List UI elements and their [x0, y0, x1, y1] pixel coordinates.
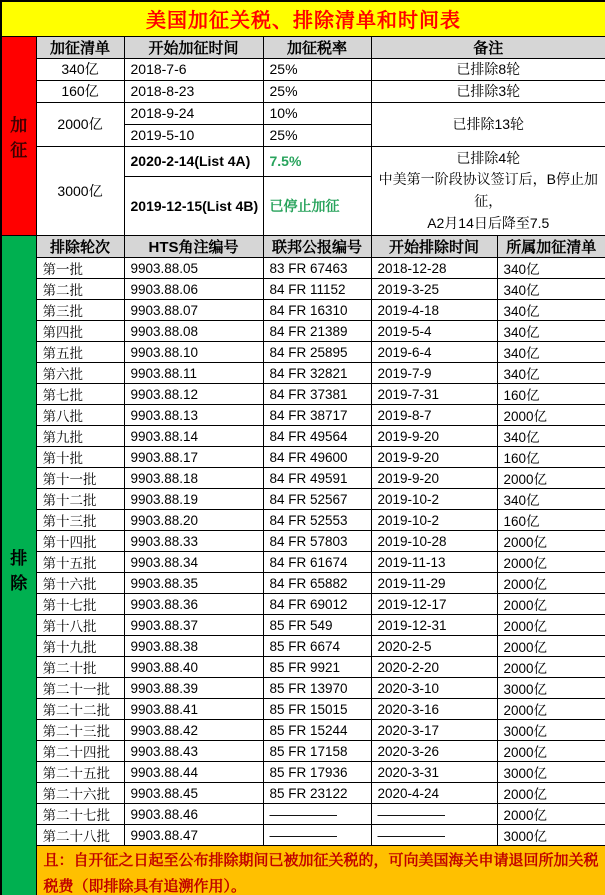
- exclusion-cell-date: 2019-7-31: [371, 384, 497, 405]
- exclusion-cell-round: 第六批: [36, 363, 124, 384]
- exclusion-cell-date: 2020-2-5: [371, 636, 497, 657]
- exclusion-row: [1, 741, 605, 762]
- exclusion-cell-list: 2000亿: [497, 741, 605, 762]
- cell-start-date-4b: 2019-12-15(List 4B): [124, 176, 263, 235]
- exclusion-cell-fr: 84 FR 69012: [263, 594, 371, 615]
- exclusion-row: [1, 321, 605, 342]
- exclusion-cell-list: 2000亿: [497, 594, 605, 615]
- page-title: 美国加征关税、排除清单和时间表: [1, 1, 605, 36]
- exclusion-cell-list: 160亿: [497, 447, 605, 468]
- exclusion-cell-round: 第十八批: [36, 615, 124, 636]
- exclusion-cell-date: 2018-12-28: [371, 258, 497, 279]
- exclusion-cell-list: 340亿: [497, 279, 605, 300]
- exclusion-cell-fr: 84 FR 32821: [263, 363, 371, 384]
- exclusion-row: [1, 489, 605, 510]
- exclusion-row: [1, 279, 605, 300]
- tariff-row-3000-4a: [1, 146, 605, 176]
- exclusion-cell-date: 2019-10-28: [371, 531, 497, 552]
- exclusion-cell-round: 第十一批: [36, 468, 124, 489]
- cell-list-name: 160亿: [36, 80, 124, 102]
- exclusion-cell-list: 2000亿: [497, 699, 605, 720]
- exclusion-row: [1, 300, 605, 321]
- exclusion-cell-hts: 9903.88.42: [124, 720, 263, 741]
- exclusion-cell-fr: 84 FR 52553: [263, 510, 371, 531]
- exclusion-cell-fr: 85 FR 13970: [263, 678, 371, 699]
- exclusion-row: [1, 657, 605, 678]
- remark-line-1: 已排除4轮: [456, 149, 521, 166]
- exclusion-cell-hts: 9903.88.46: [124, 804, 263, 825]
- exclusion-row: [1, 510, 605, 531]
- exclusion-cell-fr: 84 FR 38717: [263, 405, 371, 426]
- exclusion-cell-date: 2019-8-7: [371, 405, 497, 426]
- exclusion-cell-hts: 9903.88.14: [124, 426, 263, 447]
- exclusion-cell-round: 第八批: [36, 405, 124, 426]
- cell-rate: 25%: [263, 58, 371, 80]
- column-header-start-date: 开始加征时间: [124, 36, 263, 58]
- exclusion-cell-hts: 9903.88.43: [124, 741, 263, 762]
- exclusion-cell-date: 2019-9-20: [371, 468, 497, 489]
- cell-remark-3000: [371, 146, 605, 236]
- exclusion-cell-date: 2019-12-31: [371, 615, 497, 636]
- exclusion-cell-list: 2000亿: [497, 573, 605, 594]
- exclusion-cell-fr: 85 FR 23122: [263, 783, 371, 804]
- exclusion-row: [1, 678, 605, 699]
- remark-line-2: 中美第一阶段协议签订后，B停止加征，: [378, 171, 598, 209]
- exclusion-cell-hts: 9903.88.07: [124, 300, 263, 321]
- exclusion-cell-hts: 9903.88.34: [124, 552, 263, 573]
- cell-list-name: 340亿: [36, 58, 124, 80]
- tariff-row-2000-a: [1, 102, 605, 124]
- exclusion-cell-date: 2019-11-13: [371, 552, 497, 573]
- exclusion-cell-date: 2019-10-2: [371, 489, 497, 510]
- exclusion-cell-date: 2019-9-20: [371, 426, 497, 447]
- exclusion-cell-hts: 9903.88.45: [124, 783, 263, 804]
- exclusion-row: [1, 720, 605, 741]
- exclusion-cell-round: 第二十批: [36, 657, 124, 678]
- remark-line-3: A2月14日后降至7.5: [427, 214, 550, 231]
- exclusion-cell-round: 第七批: [36, 384, 124, 405]
- exclusion-cell-date: —————: [371, 804, 497, 825]
- cell-remark: 已排除3轮: [371, 80, 605, 102]
- exclusion-cell-list: 2000亿: [497, 552, 605, 573]
- exclusion-cell-list: 2000亿: [497, 783, 605, 804]
- exclusion-cell-hts: 9903.88.13: [124, 405, 263, 426]
- column-header-round: 排除轮次: [36, 236, 124, 258]
- exclusion-row: [1, 699, 605, 720]
- exclusion-cell-date: 2019-11-29: [371, 573, 497, 594]
- exclusion-row: [1, 426, 605, 447]
- cell-rate-4a: 7.5%: [263, 146, 371, 176]
- exclusion-cell-date: 2020-3-16: [371, 699, 497, 720]
- exclusion-cell-hts: 9903.88.19: [124, 489, 263, 510]
- exclusion-cell-list: 340亿: [497, 426, 605, 447]
- exclusion-cell-round: 第二十二批: [36, 699, 124, 720]
- exclusion-cell-hts: 9903.88.47: [124, 825, 263, 846]
- exclusion-cell-fr: 83 FR 67463: [263, 258, 371, 279]
- exclusion-cell-hts: 9903.88.05: [124, 258, 263, 279]
- exclusion-cell-hts: 9903.88.06: [124, 279, 263, 300]
- exclusion-cell-round: 第十七批: [36, 594, 124, 615]
- exclusion-cell-hts: 9903.88.20: [124, 510, 263, 531]
- exclusion-row: [1, 363, 605, 384]
- exclusion-row: [1, 783, 605, 804]
- exclusion-cell-list: 340亿: [497, 363, 605, 384]
- column-header-exclusion-date: 开始排除时间: [371, 236, 497, 258]
- exclusion-cell-round: 第四批: [36, 321, 124, 342]
- exclusion-row: [1, 804, 605, 825]
- exclusion-cell-list: 2000亿: [497, 405, 605, 426]
- exclusion-cell-fr: 85 FR 15015: [263, 699, 371, 720]
- exclusion-cell-fr: 85 FR 6674: [263, 636, 371, 657]
- exclusion-cell-date: 2020-3-31: [371, 762, 497, 783]
- exclusion-cell-date: 2019-4-18: [371, 300, 497, 321]
- column-header-remarks: 备注: [371, 36, 605, 58]
- cell-remark: 已排除8轮: [371, 58, 605, 80]
- exclusion-cell-round: 第二十三批: [36, 720, 124, 741]
- title-row: [1, 1, 605, 36]
- exclusion-cell-round: 第二十一批: [36, 678, 124, 699]
- exclusion-cell-date: 2020-3-10: [371, 678, 497, 699]
- exclusion-cell-round: 第二十四批: [36, 741, 124, 762]
- exclusion-cell-fr: 84 FR 52567: [263, 489, 371, 510]
- exclusion-row: [1, 636, 605, 657]
- exclusion-cell-list: 2000亿: [497, 531, 605, 552]
- exclusion-cell-date: 2020-3-26: [371, 741, 497, 762]
- cell-list-name: 2000亿: [36, 102, 124, 146]
- exclusion-cell-round: 第一批: [36, 258, 124, 279]
- exclusion-cell-fr: 85 FR 549: [263, 615, 371, 636]
- exclusion-cell-round: 第二十六批: [36, 783, 124, 804]
- exclusion-cell-hts: 9903.88.35: [124, 573, 263, 594]
- exclusion-cell-fr: 85 FR 15244: [263, 720, 371, 741]
- exclusion-cell-date: 2019-7-9: [371, 363, 497, 384]
- exclusion-cell-round: 第九批: [36, 426, 124, 447]
- exclusion-row: [1, 258, 605, 279]
- exclusion-cell-fr: 84 FR 21389: [263, 321, 371, 342]
- column-header-fr: 联邦公报编号: [263, 236, 371, 258]
- exclusion-row: [1, 573, 605, 594]
- exclusion-cell-fr: 85 FR 9921: [263, 657, 371, 678]
- cell-start-date: 2018-8-23: [124, 80, 263, 102]
- exclusion-cell-fr: —————: [263, 825, 371, 846]
- exclusion-cell-list: 3000亿: [497, 720, 605, 741]
- exclusion-cell-hts: 9903.88.38: [124, 636, 263, 657]
- exclusion-cell-date: 2020-3-17: [371, 720, 497, 741]
- exclusion-cell-round: 第三批: [36, 300, 124, 321]
- exclusion-cell-date: 2019-6-4: [371, 342, 497, 363]
- exclusion-row: [1, 384, 605, 405]
- exclusion-cell-fr: 85 FR 17936: [263, 762, 371, 783]
- exclusion-cell-list: 340亿: [497, 342, 605, 363]
- tariff-header-row: [1, 36, 605, 58]
- exclusion-cell-round: 第十批: [36, 447, 124, 468]
- exclusion-cell-list: 340亿: [497, 258, 605, 279]
- exclusion-cell-hts: 9903.88.10: [124, 342, 263, 363]
- exclusion-cell-round: 第十五批: [36, 552, 124, 573]
- exclusion-row: [1, 825, 605, 846]
- exclusion-cell-fr: —————: [263, 804, 371, 825]
- exclusion-cell-list: 3000亿: [497, 678, 605, 699]
- exclusion-cell-fr: 84 FR 57803: [263, 531, 371, 552]
- exclusion-cell-fr: 84 FR 25895: [263, 342, 371, 363]
- cell-rate: 25%: [263, 124, 371, 146]
- exclusion-cell-list: 160亿: [497, 384, 605, 405]
- exclusion-cell-round: 第五批: [36, 342, 124, 363]
- exclusion-cell-date: 2019-9-20: [371, 447, 497, 468]
- footer-note: 且：自开征之日起至公布排除期间已被加征关税的，可向美国海关申请退回所加关税税费（即排除具有追溯作用）。: [36, 846, 605, 895]
- exclusion-row: [1, 342, 605, 363]
- column-header-tariff-list: 加征清单: [36, 36, 124, 58]
- exclusion-cell-hts: 9903.88.17: [124, 447, 263, 468]
- exclusion-row: [1, 531, 605, 552]
- exclusion-cell-hts: 9903.88.37: [124, 615, 263, 636]
- exclusion-cell-list: 2000亿: [497, 468, 605, 489]
- exclusion-row: [1, 405, 605, 426]
- cell-rate: 10%: [263, 102, 371, 124]
- exclusion-cell-list: 2000亿: [497, 657, 605, 678]
- exclusion-cell-fr: 84 FR 11152: [263, 279, 371, 300]
- cell-start-date: 2018-9-24: [124, 102, 263, 124]
- exclusion-cell-hts: 9903.88.18: [124, 468, 263, 489]
- exclusion-row: [1, 594, 605, 615]
- exclusion-cell-round: 第十四批: [36, 531, 124, 552]
- exclusion-cell-date: —————: [371, 825, 497, 846]
- column-header-belongs-list: 所属加征清单: [497, 236, 605, 258]
- add-section-label: 加征: [1, 36, 36, 236]
- exclusion-cell-list: 340亿: [497, 321, 605, 342]
- tariff-row-340: [1, 58, 605, 80]
- exclusion-row: [1, 447, 605, 468]
- cell-remark: 已排除13轮: [371, 102, 605, 146]
- exclusion-cell-round: 第十九批: [36, 636, 124, 657]
- cell-start-date-4a: 2020-2-14(List 4A): [124, 146, 263, 176]
- exclusion-cell-round: 第二十五批: [36, 762, 124, 783]
- exclusion-cell-hts: 9903.88.08: [124, 321, 263, 342]
- exclusion-row: [1, 468, 605, 489]
- exclusion-row: [1, 615, 605, 636]
- exclusion-cell-hts: 9903.88.41: [124, 699, 263, 720]
- exclusion-cell-fr: 84 FR 49591: [263, 468, 371, 489]
- exclusion-cell-hts: 9903.88.12: [124, 384, 263, 405]
- exclusion-header-row: [1, 236, 605, 258]
- exclusion-cell-fr: 84 FR 65882: [263, 573, 371, 594]
- cell-rate: 25%: [263, 80, 371, 102]
- exclusion-cell-date: 2019-10-2: [371, 510, 497, 531]
- cell-start-date: 2018-7-6: [124, 58, 263, 80]
- exclusion-cell-date: 2019-5-4: [371, 321, 497, 342]
- exclusion-cell-round: 第二批: [36, 279, 124, 300]
- exclusion-cell-round: 第十六批: [36, 573, 124, 594]
- exclusion-row: [1, 552, 605, 573]
- cell-start-date: 2019-5-10: [124, 124, 263, 146]
- exclusion-cell-date: 2019-3-25: [371, 279, 497, 300]
- exclusion-cell-hts: 9903.88.33: [124, 531, 263, 552]
- footer-row: [1, 846, 605, 895]
- exclusion-cell-hts: 9903.88.40: [124, 657, 263, 678]
- exclusion-cell-date: 2020-4-24: [371, 783, 497, 804]
- exclusion-cell-round: 第十三批: [36, 510, 124, 531]
- exclusion-cell-fr: 84 FR 49564: [263, 426, 371, 447]
- exclusion-cell-hts: 9903.88.36: [124, 594, 263, 615]
- cell-rate-4b: 已停止加征: [263, 176, 371, 235]
- exclusion-cell-hts: 9903.88.39: [124, 678, 263, 699]
- exclusion-cell-date: 2020-2-20: [371, 657, 497, 678]
- column-header-rate: 加征税率: [263, 36, 371, 58]
- exclusion-cell-hts: 9903.88.44: [124, 762, 263, 783]
- exclusion-cell-round: 第十二批: [36, 489, 124, 510]
- exclusion-cell-fr: 84 FR 49600: [263, 447, 371, 468]
- exclude-section-label: 排除: [1, 236, 36, 895]
- exclusion-cell-date: 2019-12-17: [371, 594, 497, 615]
- exclusion-cell-list: 340亿: [497, 300, 605, 321]
- exclusion-cell-list: 3000亿: [497, 825, 605, 846]
- tariff-row-160: [1, 80, 605, 102]
- exclusion-cell-list: 2000亿: [497, 636, 605, 657]
- exclusion-cell-fr: 85 FR 17158: [263, 741, 371, 762]
- exclusion-cell-list: 2000亿: [497, 615, 605, 636]
- exclusion-cell-fr: 84 FR 16310: [263, 300, 371, 321]
- exclusion-cell-round: 第二十八批: [36, 825, 124, 846]
- exclusion-row: [1, 762, 605, 783]
- exclusion-cell-list: 340亿: [497, 489, 605, 510]
- column-header-hts: HTS角注编号: [124, 236, 263, 258]
- exclusion-cell-hts: 9903.88.11: [124, 363, 263, 384]
- exclusion-cell-list: 160亿: [497, 510, 605, 531]
- exclusion-cell-round: 第二十七批: [36, 804, 124, 825]
- exclusion-cell-list: 3000亿: [497, 762, 605, 783]
- exclusion-cell-fr: 84 FR 37381: [263, 384, 371, 405]
- exclusion-cell-list: 2000亿: [497, 804, 605, 825]
- cell-list-name: 3000亿: [36, 146, 124, 236]
- exclusion-cell-fr: 84 FR 61674: [263, 552, 371, 573]
